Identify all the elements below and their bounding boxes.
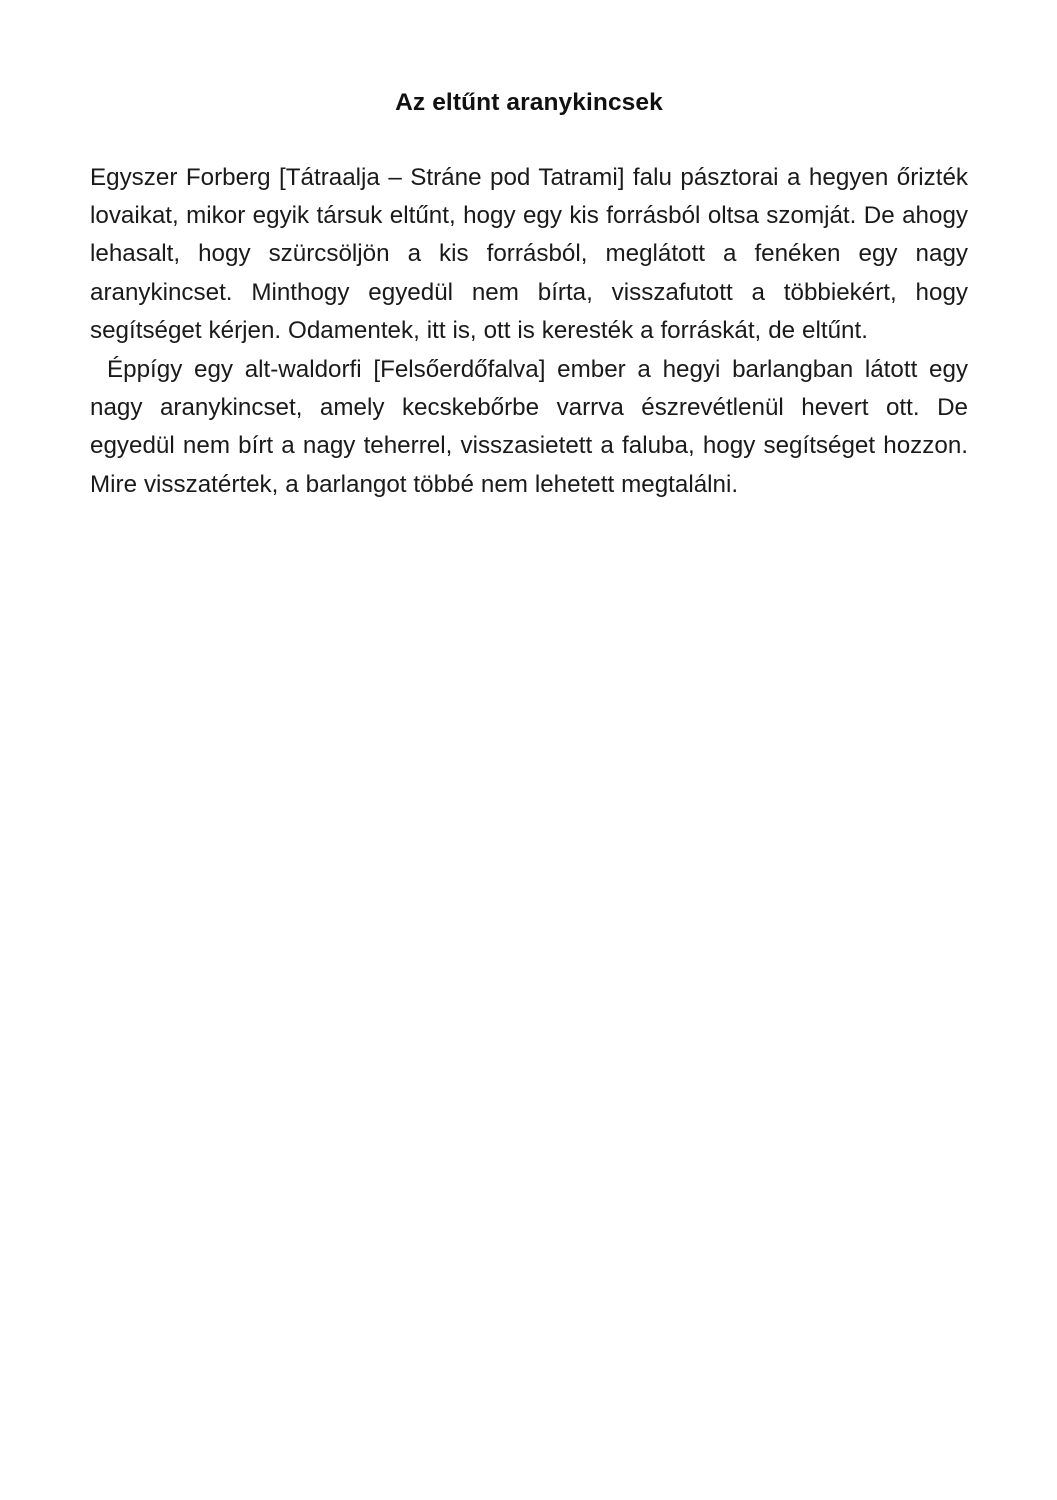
paragraph-2: Éppígy egy alt-waldorfi [Felsőerdőfalva] ember a hegyi barlangban látott egy nagy aranykincset, amely kecskebőrbe varrva észrevétlenül hevert ott. De egyedül nem bírt a nagy teherrel, visszasietett a faluba, hogy segítséget hozzon. Mire visszatértek, a barlangot többé nem lehetett megtalálni.	[90, 355, 968, 498]
page-title: Az eltűnt aranykincsek	[395, 89, 663, 116]
text-column	[90, 0, 968, 504]
paragraph-1: Egyszer Forberg [Tátraalja – Stráne pod Tatrami] falu pásztorai a hegyen őrizték lovaikat, mikor egyik társuk eltűnt, hogy egy kis forrásból oltsa szomját. De ahogy lehasalt, hogy szürcsöljön a kis forrásból, meglátott a fenéken egy nagy aranykincset. Minthogy egyedül nem bírta, visszafutott a többiekért, hogy segítséget kérjen. Odamentek, itt is, ott is keresték a forráskát, de eltűnt.	[90, 163, 968, 345]
document-body	[90, 159, 968, 505]
